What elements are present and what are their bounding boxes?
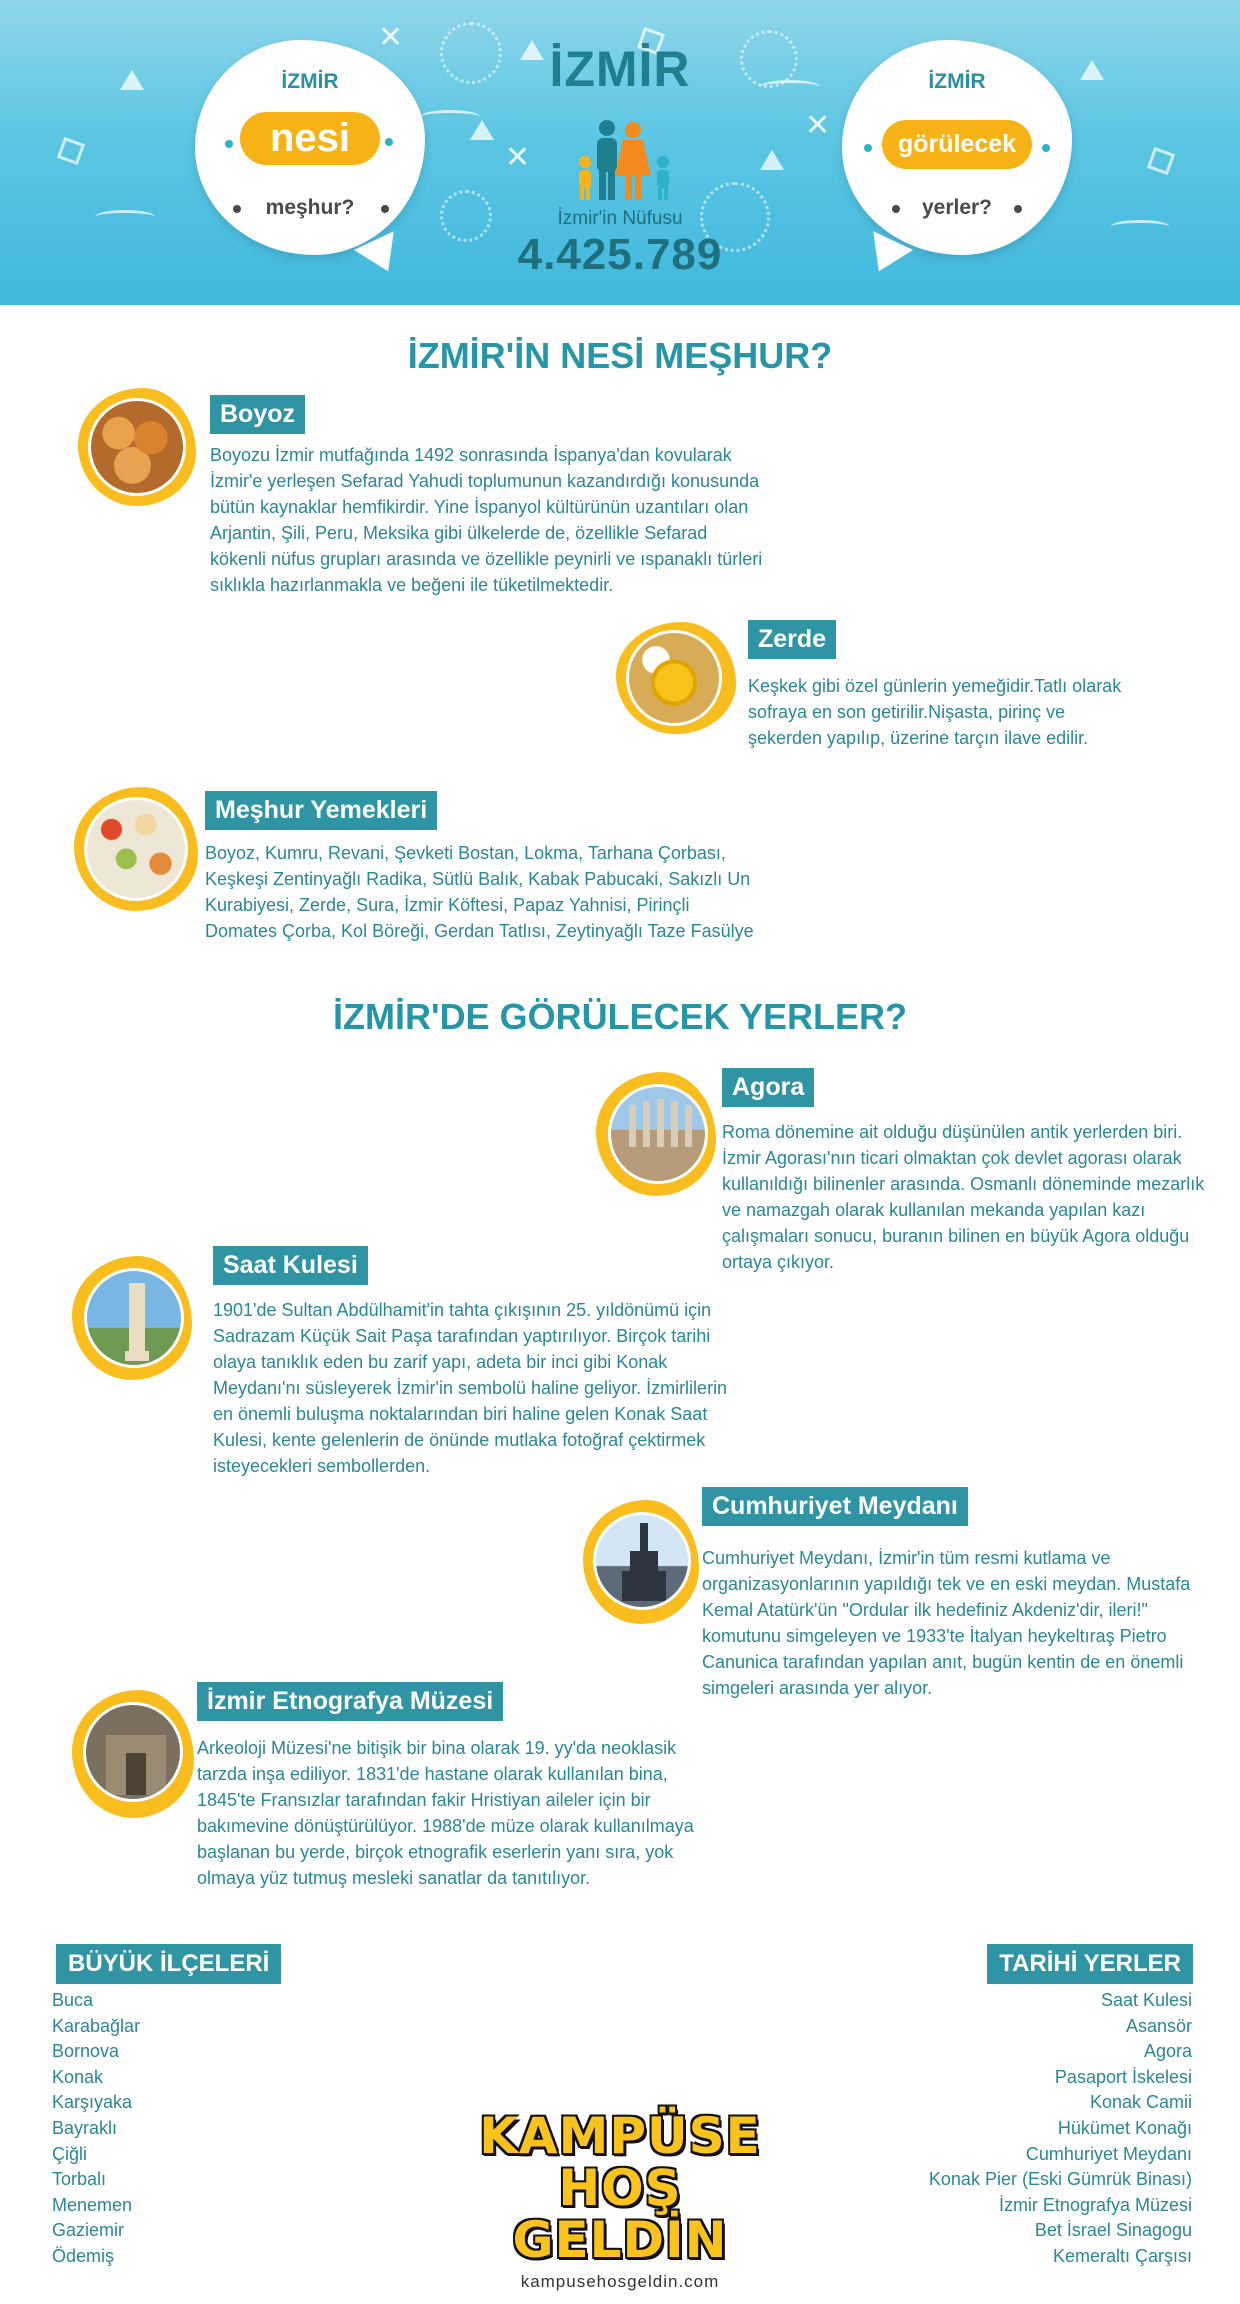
famous-section-title: İZMİR'İN NESİ MEŞHUR?: [407, 335, 833, 376]
deco-x: ✕: [378, 21, 404, 54]
list-item: Asansör: [1125, 2015, 1192, 2036]
list-item: Konak: [52, 2066, 104, 2087]
list-item: Torbalı: [52, 2169, 107, 2190]
bubble-right-bottom: yerler?: [921, 196, 993, 219]
boyoz-description: Boyozu İzmir mutfağında 1492 sonrasında İspanya'dan kovularak İzmir'e yerleşen Sefarad Yahudi toplumunun kazandırdığı konusunda bütün kaynaklar hemfikirdir. Yine İspanyol kültürünün uzantıları olan Arjantin, Şili, Peru, Meksika gibi ülkelerde de, özellikle Sefarad kökenli nüfus grupları arasında ve özellikle peynirli ve ıspanaklı türleri sıklıkla hazırlanmakla ve beğeni ile tüketilmektedir.: [210, 445, 763, 595]
deco-dot: [385, 138, 393, 146]
list-item: Saat Kulesi: [1100, 1990, 1192, 2010]
boyoz-label: Boyoz: [210, 395, 305, 434]
deco-triangle: [760, 150, 784, 170]
list-item: Bornova: [52, 2041, 120, 2062]
logo-line-1: KAMPÜSE: [479, 2107, 761, 2165]
list-item: Menemen: [52, 2194, 133, 2215]
deco-dot: [892, 205, 900, 213]
agora-description: Roma dönemine ait olduğu düşünülen antik yerlerden biri. İzmir Agorası'nın ticari olmaktan çok devlet agorası olarak kullanıldığı bilinenler arasında. Osmanlı döneminde mezarlık ve namazgah olarak kullanılan mekanda yapılan kazı çalışmaları sonucu, buranın bilinen en büyük Agora olduğu ortaya çıkıyor.: [722, 1122, 1205, 1272]
deco-square: [57, 137, 85, 165]
family-icon: [575, 118, 675, 202]
list-item: Cumhuriyet Meydanı: [1025, 2143, 1192, 2164]
deco-square: [1147, 147, 1175, 175]
deco-wave: [420, 110, 480, 124]
districts-title: BÜYÜK İLÇELERİ: [56, 1944, 281, 1984]
kampuse-hosgeldin-logo: [455, 2107, 785, 2292]
ethnography-museum-label: İzmir Etnografya Müzesi: [197, 1682, 503, 1721]
deco-dot: [1014, 205, 1022, 213]
list-item: Buca: [52, 1990, 94, 2010]
bubble-left-top: İZMİR: [281, 70, 339, 93]
clock-tower-description: 1901'de Sultan Abdülhamit'in tahta çıkışının 25. yıldönümü için Sadrazam Küçük Sait Paşa tarafından yaptırılıyor. Birçok tarihi olaya tanıklık eden bu zarif yapı, adeta bir inci gibi Konak Meydanı'nı süsleyerek İzmir'in sembolü haline geliyor. İzmirlilerin en önemli buluşma noktalarından biri haline gelen Konak Saat Kulesi, kente gelenlerin de önünde mutlaka fotoğraf çektirmek isteyecekleri sembollerden.: [213, 1300, 728, 1476]
bubble-right-top: İZMİR: [928, 70, 986, 93]
list-item: Kemeraltı Çarşısı: [1052, 2245, 1192, 2266]
ethnography-museum-description: Arkeoloji Müzesi'ne bitişik bir bina olarak 19. yy'da neoklasik tarzda inşa ediliyor. 1831'de hastane olarak kullanılan bina, 1845'te Fransızlar tarafından fakir Hristiyan aileler için bir bakımevine dönüştürülüyor. 1988'de müze olarak kullanılmaya başlanan bu yerde, birçok etnografik eserlerin yanı sıra, yok olmaya yüz tutmuş mesleki sanatlar da tanıtılıyor.: [197, 1738, 694, 1888]
speech-bubble-right: [842, 40, 1072, 255]
list-item: Bayraklı: [52, 2117, 118, 2138]
list-item: Agora: [1143, 2041, 1192, 2062]
logo-line-2: HOŞ GELDİN: [512, 2159, 728, 2269]
republic-square-label: Cumhuriyet Meydanı: [702, 1487, 968, 1526]
list-item: Karşıyaka: [52, 2092, 133, 2113]
historic-list: [929, 1988, 1192, 2270]
agora-label: Agora: [722, 1068, 814, 1107]
list-item: Karabağlar: [52, 2015, 141, 2036]
logo-url: kampusehosgeldin.com: [520, 2272, 720, 2291]
deco-dot: [864, 144, 872, 152]
list-item: Ödemiş: [52, 2245, 115, 2266]
list-item: Pasaport İskelesi: [1054, 2066, 1192, 2087]
population-value: 4.425.789: [517, 230, 723, 279]
dishes-photo: [74, 787, 198, 911]
clock-tower-photo: [72, 1256, 192, 1380]
agora-photo: [596, 1072, 716, 1196]
bubble-left-bottom: meşhur?: [265, 196, 355, 219]
historic-title: TARİHİ YERLER: [987, 1944, 1193, 1984]
list-item: Çiğli: [52, 2143, 88, 2164]
list-item: Gaziemir: [52, 2220, 125, 2241]
places-section-title: İZMİR'DE GÖRÜLECEK YERLER?: [333, 996, 907, 1037]
population-label: İzmir'in Nüfusu: [557, 208, 683, 229]
header-banner: [0, 0, 1240, 305]
zerde-description: Keşkek gibi özel günlerin yemeğidir.Tatlı olarak sofraya en son getirilir.Nişasta, pirinç ve şekerden yapılıp, üzerine tarçın ilave edilir.: [748, 676, 1122, 748]
republic-square-description: Cumhuriyet Meydanı, İzmir'in tüm resmi kutlama ve organizasyonlarının yapıldığı tek ve en eski meydan. Mustafa Kemal Atatürk'ün "Ordular ilk hedefiniz Akdeniz'dir, ileri!" komutunu simgeleyen ve 1933'te İtalyan heykeltıraş Pietro Canunica tarafından yapılan anıt, bugün kentin de en önemli simgeleri arasında yer alıyor.: [702, 1548, 1191, 1698]
bubble-left-pill: nesi: [240, 112, 380, 165]
clock-tower-label: Saat Kulesi: [213, 1246, 368, 1285]
list-item: Konak Camii: [1089, 2092, 1192, 2113]
zerde-photo: [616, 622, 736, 734]
districts-list: [52, 1988, 140, 2270]
list-item: Hükümet Konağı: [1057, 2117, 1192, 2138]
deco-dot: [1042, 144, 1050, 152]
header-title: İZMİR: [549, 41, 691, 97]
republic-square-photo: [583, 1500, 699, 1624]
ethnography-museum-photo: [72, 1690, 194, 1818]
boyoz-photo: [78, 388, 196, 506]
deco-x: ✕: [505, 141, 531, 174]
deco-x: ✕: [805, 109, 831, 142]
deco-dot: [225, 140, 233, 148]
dishes-label: Meşhur Yemekleri: [205, 791, 437, 830]
list-item: Konak Pier (Eski Gümrük Binası): [928, 2169, 1192, 2190]
bubble-right-pill: görülecek: [882, 120, 1032, 169]
list-item: İzmir Etnografya Müzesi: [998, 2194, 1192, 2215]
list-item: Bet İsrael Sinagogu: [1034, 2220, 1192, 2241]
dishes-description: Boyoz, Kumru, Revani, Şevketi Bostan, Lokma, Tarhana Çorbası, Keşkeşi Zentinyağlı Radika, Sütlü Balık, Kabak Pabucaki, Sakızlı Un Kurabiyesi, Zerde, Sura, İzmir Köftesi, Papaz Yahnisi, Pirinçli Domates Çorba, Kol Böreği, Gerdan Tatlısı, Zeytinyağlı Taze Fasülye: [205, 843, 754, 941]
zerde-label: Zerde: [748, 620, 836, 659]
